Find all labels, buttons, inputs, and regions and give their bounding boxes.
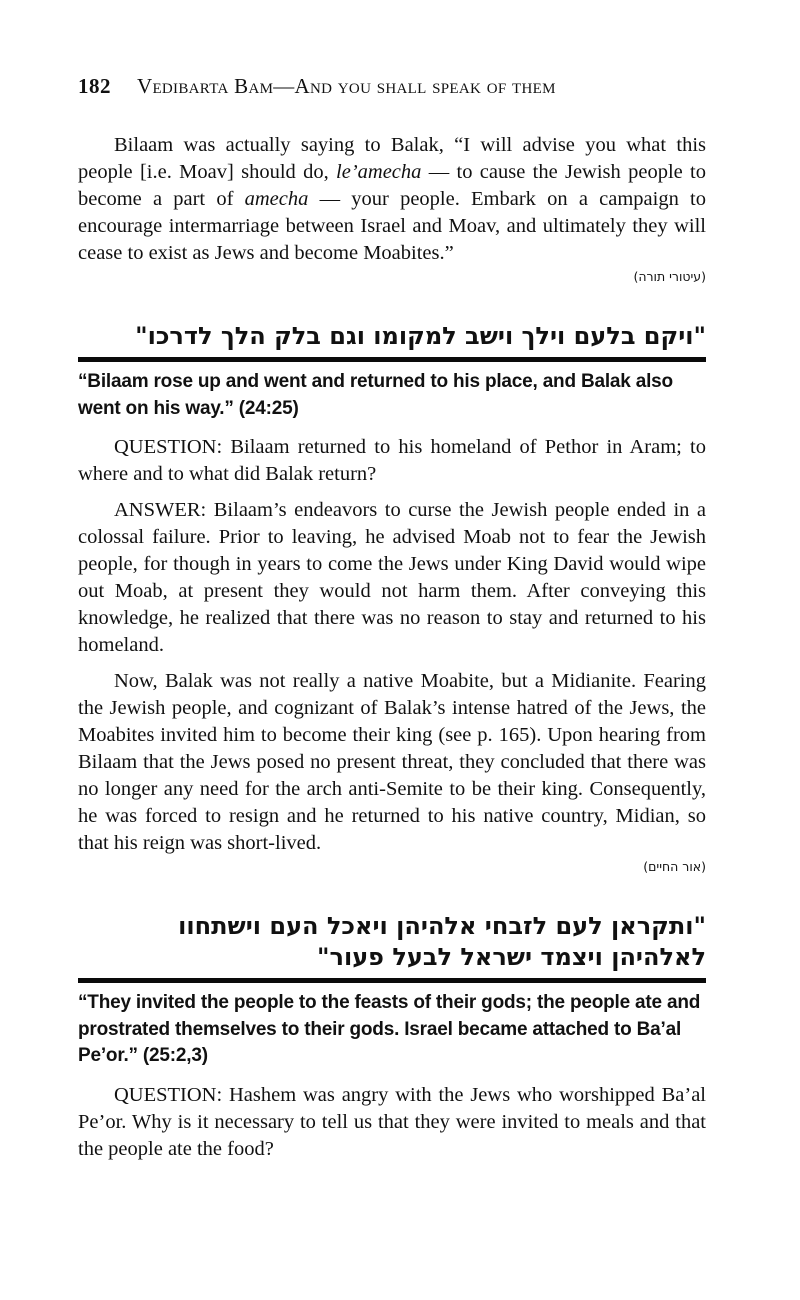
- hebrew-verse-headline: "ותקראן לעם לזבחי אלהיהן ויאכל העם וישתחוו לאלהיהן ויצמד ישראל לבעל פעור": [178, 912, 706, 971]
- answer-paragraph: ANSWER: Bilaam’s endeavors to curse the Jewish people ended in a colossal failure. Prior to leaving, he advised Moab not to fear the Jewish people, for though in years to come the Jews under King David would wipe out Moab, at present they would not harm them. After conveying this knowledge, he realized that there was no reason to stay and returned to his homeland.: [78, 499, 706, 656]
- question-paragraph: QUESTION: Bilaam returned to his homeland of Pethor in Aram; to where and to what did Balak return?: [78, 436, 706, 485]
- running-head: [78, 74, 706, 99]
- section-bilaam-rose: [78, 321, 706, 875]
- verse-translation: “Bilaam rose up and went and returned to his place, and Balak also went on his way.” (24:25): [78, 371, 673, 419]
- answer-paragraph-2: Now, Balak was not really a native Moabite, but a Midianite. Fearing the Jewish people, and cognizant of Balak’s intense hatred of the Jews, the Moabites invited him to become their king (see p. 165). Upon hearing from Bilaam that the Jews posed no present threat, they concluded that there was no longer any need for the arch anti-Semite to be their king. Consequently, he was forced to resign and he returned to his native country, Midian, so that his reign was short-lived.: [78, 670, 706, 854]
- intro-italic-amecha: amecha: [244, 188, 309, 210]
- source-attribution: (עיטורי תורה): [633, 269, 706, 284]
- section-baal-peor: [78, 911, 706, 1163]
- question-paragraph: QUESTION: Hashem was angry with the Jews who worshipped Ba’al Pe’or. Why is it necessary to tell us that they were invited to meals and that the people ate the food?: [78, 1083, 706, 1160]
- running-title: Vedibarta Bam—And you shall speak of them: [137, 74, 556, 98]
- headline-rule: [78, 978, 706, 983]
- source-attribution: (אור החיים): [643, 859, 706, 874]
- intro-block: [78, 132, 706, 285]
- intro-text-3: — your people. Embark on a campaign to encourage intermarriage between Israel and Moav, and ultimately they will cease to exist as Jews and become Moabites.”: [78, 188, 706, 264]
- intro-text-2: — to cause the Jewish people to become a part of: [78, 161, 706, 210]
- intro-paragraph: [78, 132, 706, 267]
- verse-translation: “They invited the people to the feasts of their gods; the people ate and prostrated themselves to their gods. Israel became attached to Ba’al Pe’or.” (25:2,3): [78, 992, 701, 1066]
- hebrew-verse-headline: "ויקם בלעם וילך וישב למקומו וגם בלק הלך לדרכו": [135, 322, 706, 350]
- intro-italic-leamecha: le’amecha: [336, 161, 422, 183]
- page-number: 182: [78, 74, 111, 98]
- intro-text-1: Bilaam was actually saying to Balak, “I will advise you what this people [i.e. Moav] should do,: [78, 134, 706, 183]
- headline-rule: [78, 357, 706, 362]
